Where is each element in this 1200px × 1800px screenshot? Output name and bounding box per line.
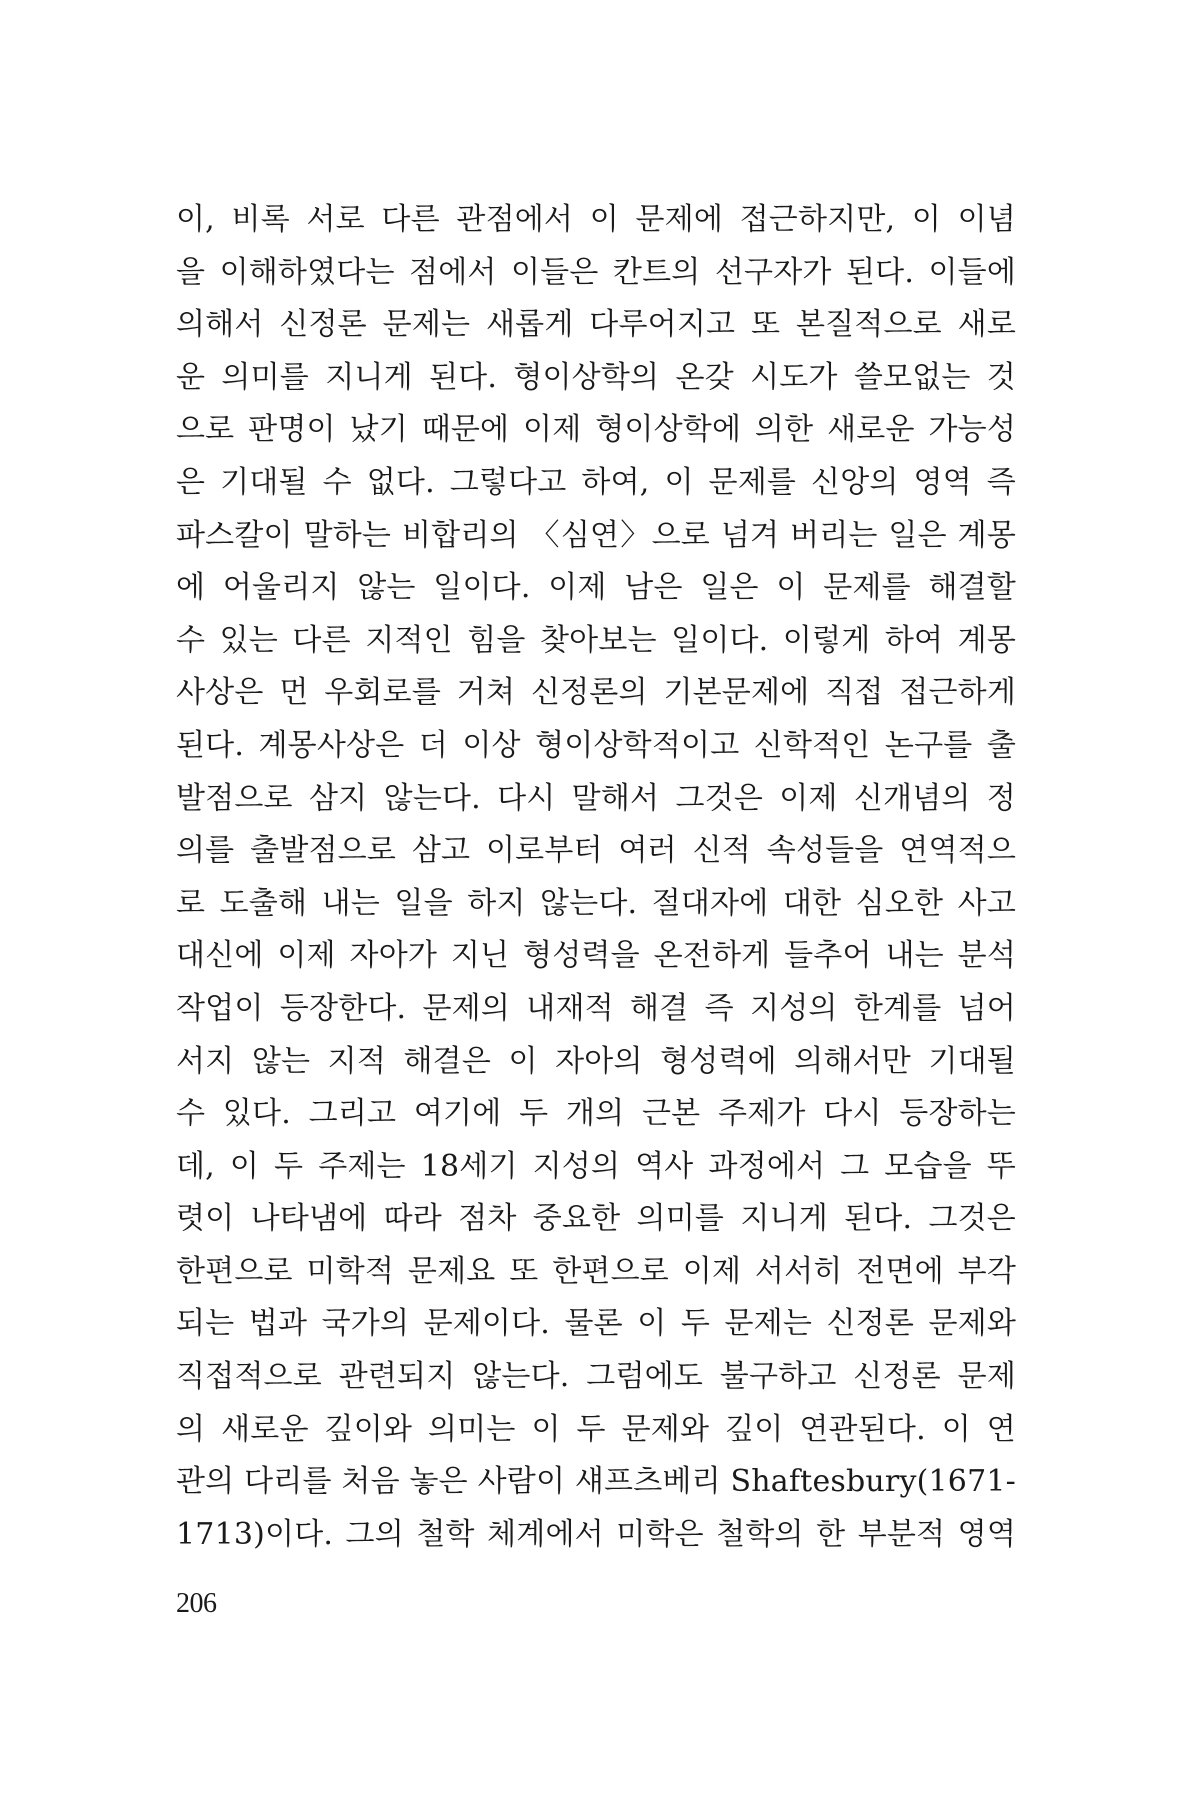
text-line: 작업이 등장한다. 문제의 내재적 해결 즉 지성의 한계를 넘어 <box>176 990 1016 1026</box>
text-line: 서지 않는 지적 해결은 이 자아의 형성력에 의해서만 기대될 <box>176 1043 1016 1079</box>
text-line: 관의 다리를 처음 놓은 사람이 섀프츠베리 Shaftesbury(1671- <box>176 1464 1016 1500</box>
text-line: 사상은 먼 우회로를 거쳐 신정론의 기본문제에 직접 접근하게 <box>176 675 1016 711</box>
text-line: 이, 비록 서로 다른 관점에서 이 문제에 접근하지만, 이 이념 <box>176 202 1016 237</box>
text-line: 수 있는 다른 지적인 힘을 찾아보는 일이다. 이렇게 하여 계몽 <box>176 622 1016 658</box>
text-line: 의 새로운 깊이와 의미는 이 두 문제와 깊이 연관된다. 이 연 <box>176 1411 1016 1447</box>
text-line: 되는 법과 국가의 문제이다. 물론 이 두 문제는 신정론 문제와 <box>176 1306 1016 1342</box>
text-line: 직접적으로 관련되지 않는다. 그럼에도 불구하고 신정론 문제 <box>176 1359 1016 1395</box>
text-line: 로 도출해 내는 일을 하지 않는다. 절대자에 대한 심오한 사고 <box>176 885 1016 921</box>
text-line: 데, 이 두 주제는 18세기 지성의 역사 과정에서 그 모습을 뚜 <box>176 1148 1016 1184</box>
text-line: 으로 판명이 났기 때문에 이제 형이상학에 의한 새로운 가능성 <box>176 412 1016 448</box>
text-line: 1713)이다. 그의 철학 체계에서 미학은 철학의 한 부분적 영역 <box>176 1516 1016 1552</box>
text-line: 의를 출발점으로 삼고 이로부터 여러 신적 속성들을 연역적으 <box>176 833 1016 869</box>
body-text <box>176 194 1016 1561</box>
text-line: 발점으로 삼지 않는다. 다시 말해서 그것은 이제 신개념의 정 <box>176 780 1016 816</box>
text-line: 을 이해하였다는 점에서 이들은 칸트의 선구자가 된다. 이들에 <box>176 254 1016 290</box>
text-line: 수 있다. 그리고 여기에 두 개의 근본 주제가 다시 등장하는 <box>176 1096 1016 1132</box>
page-number: 206 <box>176 1588 217 1619</box>
text-line: 대신에 이제 자아가 지닌 형성력을 온전하게 들추어 내는 분석 <box>176 938 1016 974</box>
text-line: 에 어울리지 않는 일이다. 이제 남은 일은 이 문제를 해결할 <box>176 570 1016 606</box>
text-line: 운 의미를 지니게 된다. 형이상학의 온갖 시도가 쓸모없는 것 <box>176 359 1016 395</box>
text-line: 된다. 계몽사상은 더 이상 형이상학적이고 신학적인 논구를 출 <box>176 727 1016 763</box>
text-line: 은 기대될 수 없다. 그렇다고 하여, 이 문제를 신앙의 영역 즉 <box>176 464 1016 500</box>
text-line: 의해서 신정론 문제는 새롭게 다루어지고 또 본질적으로 새로 <box>176 307 1016 343</box>
text-line: 한편으로 미학적 문제요 또 한편으로 이제 서서히 전면에 부각 <box>176 1253 1016 1289</box>
text-line: 파스칼이 말하는 비합리의 〈심연〉으로 넘겨 버리는 일은 계몽 <box>176 517 1016 553</box>
text-line: 렷이 나타냄에 따라 점차 중요한 의미를 지니게 된다. 그것은 <box>176 1201 1016 1237</box>
